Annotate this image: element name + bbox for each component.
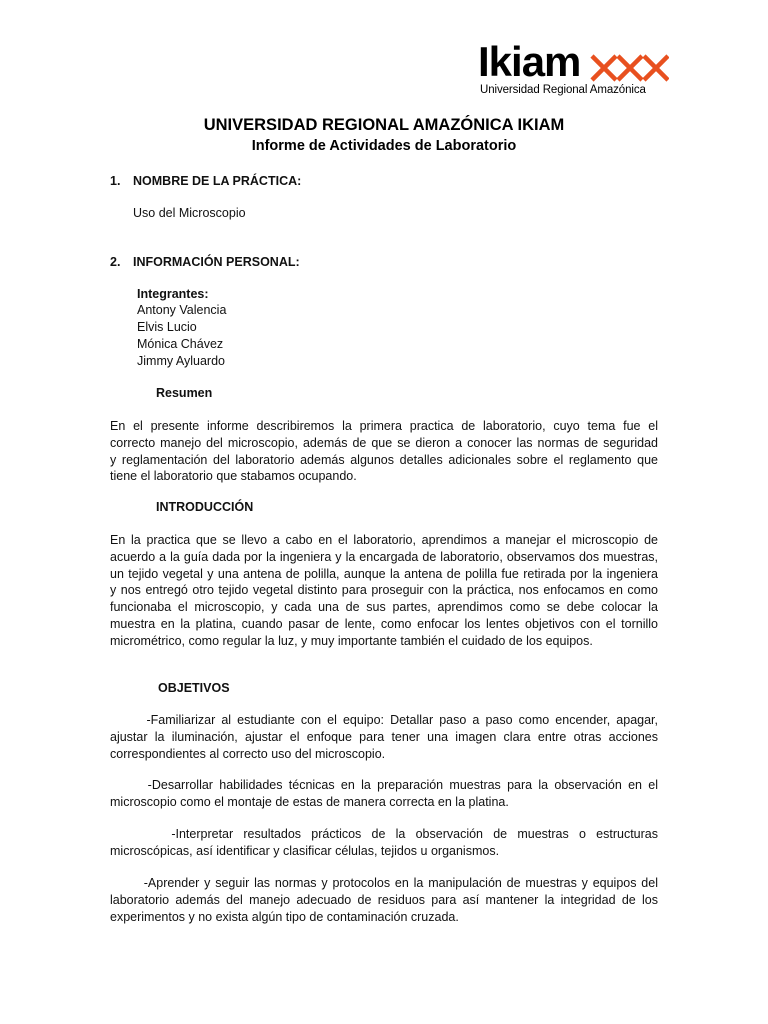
paragraph-line: -Desarrollar habilidades técnicas en la preparación muestras para la observación en el	[110, 778, 658, 792]
logo-wordmark: Ikiam	[478, 38, 581, 85]
introduccion-heading: INTRODUCCIÓN	[156, 500, 254, 514]
practice-name: Uso del Microscopio	[133, 206, 246, 220]
paragraph-line: correspondientes al correcto uso del microscopio.	[110, 746, 386, 761]
logo-tagline: Universidad Regional Amazónica	[480, 84, 646, 96]
paragraph-line: experimentos y no exista algún tipo de contaminación cruzada.	[110, 909, 459, 924]
member-name: Antony Valencia	[137, 303, 227, 317]
document-title: UNIVERSIDAD REGIONAL AMAZÓNICA IKIAM	[203, 116, 565, 134]
logo-pattern-icon	[589, 53, 669, 83]
objective-item	[110, 826, 658, 860]
paragraph-line: En la practica que se llevo a cabo en el laboratorio, aprendimos a manejar el microscopio de	[110, 533, 658, 547]
paragraph-line: microscopio como el montaje de estas de manera correcta en la platina.	[110, 794, 509, 809]
paragraph-line: y nos entregó otro tejido vegetal distinto para proseguir con la práctica, nos enfocamos en como	[110, 583, 658, 598]
paragraph-line: ajustar la iluminación, ajustar el enfoque para tener una imagen clara entre otras acciones	[110, 729, 658, 744]
paragraph-line: muestra en la platina, cuando pasar de lente, como enfocar los lentes objetivos con el tornillo	[110, 616, 658, 631]
paragraph-line: -Familiarizar al estudiante con el equipo: Detallar paso a paso como encender, apagar,	[110, 713, 658, 727]
objetivos-heading: OBJETIVOS	[158, 681, 230, 695]
member-name: Elvis Lucio	[137, 320, 197, 334]
resumen-heading: Resumen	[156, 386, 213, 400]
section2-heading: INFORMACIÓN PERSONAL:	[133, 255, 300, 269]
paragraph-line: funcionaba el microscopio, y cada una de sus partes, aprendimos como se debe colocar la	[110, 600, 658, 615]
paragraph-line: -Aprender y seguir las normas y protocolos en la manipulación de muestras y equipos del	[110, 876, 658, 890]
objective-item	[110, 712, 658, 762]
member-name: Mónica Chávez	[137, 337, 224, 351]
paragraph-line: -Interpretar resultados prácticos de la observación de muestras o estructuras	[110, 827, 658, 841]
objective-item	[110, 777, 658, 811]
paragraph-line: tiene el laboratorio que stabamos ocupando.	[110, 469, 357, 484]
introduccion-paragraph	[110, 532, 658, 650]
objective-item	[110, 875, 658, 925]
paragraph-line: acuerdo a la guía dada por la ingeniera y la encargada de laboratorio, observamos dos muestras,	[110, 549, 658, 564]
paragraph-line: correcto manejo del microscopio, además de que se dieron a conocer las normas de seguridad	[110, 435, 658, 450]
members-label: Integrantes:	[137, 287, 209, 301]
paragraph-line: un tejido vegetal y una antena de polilla, aunque la antena de polilla fue retirada por la ingeniera	[110, 566, 658, 581]
resumen-paragraph	[110, 418, 658, 485]
paragraph-line: microscópicas, así identificar y clasificar células, tejidos u organismos.	[110, 843, 500, 858]
member-name: Jimmy Ayluardo	[137, 354, 225, 368]
paragraph-line: En el presente informe describiremos la primera practica de laboratorio, cuyo tema fue el	[110, 419, 658, 433]
paragraph-line: y reglamentación del laboratorio además algunos detalles adicionales sobre el reglamento que	[110, 452, 658, 467]
section1-number: 1.	[110, 174, 121, 188]
paragraph-line: micrométrico, como regular la luz, y muy importante también el cuidado de los equipos.	[110, 633, 593, 648]
paragraph-line: laboratorio además del manejo adecuado de residuos para así mantener la integridad de los	[110, 892, 658, 907]
document-subtitle: Informe de Actividades de Laboratorio	[251, 138, 517, 154]
ikiam-logo	[478, 40, 678, 100]
section1-heading: NOMBRE DE LA PRÁCTICA:	[133, 174, 302, 188]
section2-number: 2.	[110, 255, 121, 269]
